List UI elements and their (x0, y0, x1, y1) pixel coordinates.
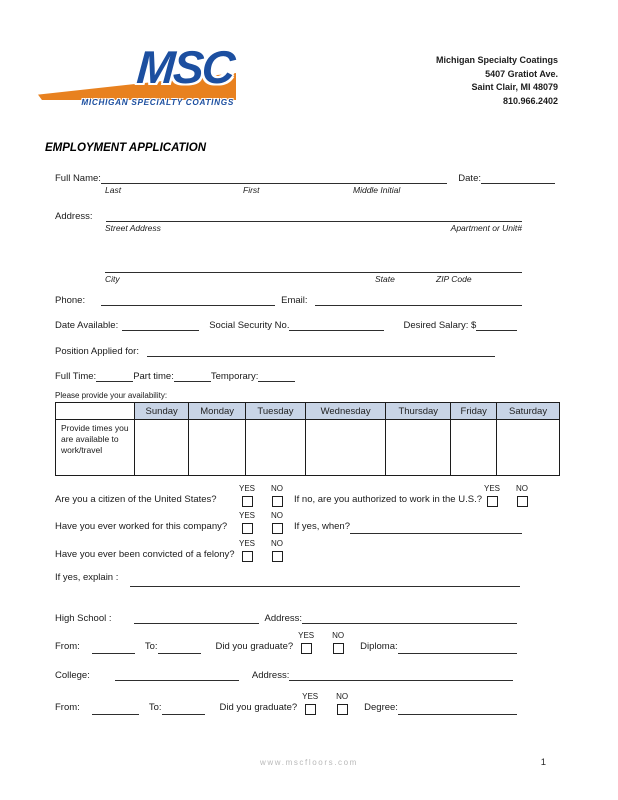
availability-cell-saturday[interactable] (497, 420, 560, 476)
phone-input[interactable] (101, 293, 275, 306)
day-header-saturday: Saturday (497, 403, 560, 420)
last-name-sublabel: Last (105, 185, 122, 195)
college-from-label: From: (55, 702, 80, 713)
felony-no-option (267, 540, 287, 562)
citizen-question-row (55, 484, 528, 507)
yes-label: YES (298, 631, 315, 640)
high-school-label: High School : (55, 613, 112, 624)
degree-input[interactable] (398, 702, 517, 715)
college-from-input[interactable] (92, 702, 139, 715)
ssn-label: Social Security No. (209, 320, 290, 331)
footer-website-link[interactable]: www.mscfloors.com (260, 758, 358, 767)
position-input[interactable] (147, 344, 495, 357)
authorized-question-label: If no, are you authorized to work in the U.S.? (294, 494, 482, 505)
no-label: NO (336, 692, 349, 701)
no-label: NO (516, 484, 528, 493)
availability-corner-cell (56, 403, 135, 420)
full-name-row (55, 171, 560, 184)
hs-from-label: From: (55, 641, 80, 652)
college-row (55, 668, 513, 681)
apartment-sublabel: Apartment or Unit# (450, 223, 522, 233)
day-header-thursday: Thursday (386, 403, 451, 420)
citizen-no-option (267, 485, 287, 507)
full-name-label: Full Name: (55, 173, 101, 184)
diploma-label: Diploma: (360, 641, 398, 652)
hs-to-input[interactable] (158, 641, 201, 654)
availability-salary-row (55, 318, 517, 331)
college-graduate-no-checkbox[interactable] (337, 704, 348, 715)
yes-label: YES (483, 484, 500, 493)
when-label: If yes, when? (294, 521, 350, 532)
date-label: Date: (458, 173, 481, 184)
college-input[interactable] (115, 668, 239, 681)
explain-input[interactable] (130, 574, 520, 587)
authorized-no-checkbox[interactable] (517, 496, 528, 507)
felony-yes-checkbox[interactable] (242, 551, 253, 562)
date-available-label: Date Available: (55, 320, 119, 331)
company-info-block (436, 54, 558, 108)
hs-graduate-yes-checkbox[interactable] (301, 643, 312, 654)
college-graduate-checkbox-group (300, 693, 352, 715)
availability-cell-sunday[interactable] (135, 420, 189, 476)
phone-label: Phone: (55, 295, 86, 306)
worked-before-checkbox-group (237, 512, 287, 534)
college-graduate-no-option (332, 693, 352, 715)
college-graduate-yes-option (300, 693, 320, 715)
day-header-tuesday: Tuesday (245, 403, 305, 420)
degree-label: Degree: (364, 702, 398, 713)
college-graduate-label: Did you graduate? (219, 702, 298, 713)
page-number: 1 (540, 757, 546, 768)
worked-before-no-checkbox[interactable] (272, 523, 283, 534)
day-header-sunday: Sunday (135, 403, 189, 420)
street-address-input[interactable] (106, 209, 523, 222)
temporary-label: Temporary: (210, 371, 259, 382)
availability-times-row (56, 420, 560, 476)
position-label: Position Applied for: (55, 346, 139, 357)
felony-question-label: Have you ever been convicted of a felony? (55, 549, 235, 560)
day-header-friday: Friday (451, 403, 497, 420)
company-name: Michigan Specialty Coatings (435, 55, 558, 65)
worked-before-yes-checkbox[interactable] (242, 523, 253, 534)
day-header-monday: Monday (189, 403, 246, 420)
logo-tagline: MICHIGAN SPECIALTY COATINGS (81, 98, 234, 107)
hs-graduate-no-option (328, 632, 348, 654)
date-input[interactable] (481, 171, 555, 184)
availability-cell-tuesday[interactable] (245, 420, 305, 476)
city-row (55, 260, 522, 273)
college-to-input[interactable] (162, 702, 205, 715)
desired-salary-label: Desired Salary: $ (403, 320, 477, 331)
middle-initial-sublabel: Middle Initial (353, 185, 401, 195)
yes-label: YES (238, 484, 255, 493)
authorized-yes-option (482, 485, 502, 507)
phone-email-row (55, 293, 522, 306)
address-row (55, 209, 522, 222)
college-address-input[interactable] (289, 668, 513, 681)
when-input[interactable] (350, 521, 522, 534)
logo-acronym: MSC (134, 41, 235, 93)
citizen-question-label: Are you a citizen of the United States? (55, 494, 217, 505)
college-address-label: Address: (251, 670, 290, 681)
temporary-input[interactable] (258, 369, 295, 382)
diploma-input[interactable] (398, 641, 517, 654)
no-label: NO (271, 484, 283, 493)
name-sublabels (55, 185, 560, 197)
availability-prompt: Please provide your availability: (55, 391, 168, 400)
part-time-label: Part time: (133, 371, 174, 382)
position-row (55, 344, 495, 357)
availability-header-row (56, 403, 560, 420)
company-phone: 810.966.2402 (502, 95, 558, 106)
high-school-row (55, 611, 517, 624)
hs-graduate-checkbox-group (296, 632, 348, 654)
college-dates-row (55, 693, 517, 715)
city-sublabel: City (105, 274, 120, 284)
availability-cell-wednesday[interactable] (305, 420, 385, 476)
company-street: 5407 Gratiot Ave. (485, 68, 558, 79)
hs-graduate-label: Did you graduate? (215, 641, 294, 652)
street-address-sublabel: Street Address (105, 223, 161, 233)
worked-before-yes-option (237, 512, 257, 534)
explain-row (55, 572, 520, 587)
felony-question-row (55, 540, 560, 562)
no-label: NO (332, 631, 345, 640)
worked-before-question-row (55, 512, 522, 534)
city-sublabels (55, 274, 522, 286)
hs-dates-row (55, 632, 517, 654)
page-title: EMPLOYMENT APPLICATION (45, 142, 206, 154)
city-state-zip-input[interactable] (105, 260, 522, 273)
ssn-input[interactable] (289, 318, 384, 331)
authorized-checkbox-group (482, 485, 532, 507)
address-label: Address: (55, 211, 93, 222)
no-label: NO (271, 539, 283, 548)
college-label: College: (55, 670, 90, 681)
felony-yes-option (237, 540, 257, 562)
availability-cell-friday[interactable] (451, 420, 497, 476)
desired-salary-input[interactable] (476, 318, 517, 331)
citizen-no-checkbox[interactable] (272, 496, 283, 507)
state-sublabel: State (375, 274, 395, 284)
availability-table (55, 402, 560, 476)
no-label: NO (271, 511, 283, 520)
first-name-sublabel: First (243, 185, 260, 195)
college-to-label: To: (148, 702, 162, 713)
hs-address-input[interactable] (302, 611, 517, 624)
high-school-input[interactable] (134, 611, 259, 624)
authorized-no-option (512, 485, 532, 507)
full-time-input[interactable] (96, 369, 133, 382)
yes-label: YES (238, 511, 255, 520)
felony-checkbox-group (237, 540, 287, 562)
worked-before-no-option (267, 512, 287, 534)
hs-address-label: Address: (264, 613, 303, 624)
citizen-yes-option (237, 485, 257, 507)
full-name-input[interactable] (101, 171, 447, 184)
hs-graduate-no-checkbox[interactable] (333, 643, 344, 654)
address-sublabels (55, 223, 522, 235)
worked-before-question-label: Have you ever worked for this company? (55, 521, 228, 532)
msc-logo (38, 42, 236, 108)
employment-type-row (55, 369, 560, 382)
date-available-input[interactable] (122, 318, 199, 331)
citizen-checkbox-group (237, 485, 287, 507)
hs-from-input[interactable] (92, 641, 135, 654)
full-time-label: Full Time: (55, 371, 97, 382)
availability-cell-thursday[interactable] (386, 420, 451, 476)
college-graduate-yes-checkbox[interactable] (305, 704, 316, 715)
authorized-yes-checkbox[interactable] (487, 496, 498, 507)
email-label: Email: (281, 295, 308, 306)
hs-to-label: To: (144, 641, 158, 652)
yes-label: YES (302, 692, 319, 701)
email-input[interactable] (315, 293, 522, 306)
form-body (55, 171, 560, 715)
zip-sublabel: ZIP Code (436, 274, 472, 284)
part-time-input[interactable] (174, 369, 211, 382)
felony-no-checkbox[interactable] (272, 551, 283, 562)
page-header (0, 0, 618, 118)
yes-label: YES (238, 539, 255, 548)
citizen-yes-checkbox[interactable] (242, 496, 253, 507)
company-city-state-zip: Saint Clair, MI 48079 (471, 82, 558, 92)
explain-label: If yes, explain : (55, 572, 119, 583)
hs-graduate-yes-option (296, 632, 316, 654)
availability-cell-monday[interactable] (189, 420, 246, 476)
day-header-wednesday: Wednesday (305, 403, 385, 420)
availability-row-label: Provide times you are available to work/travel (56, 420, 135, 476)
